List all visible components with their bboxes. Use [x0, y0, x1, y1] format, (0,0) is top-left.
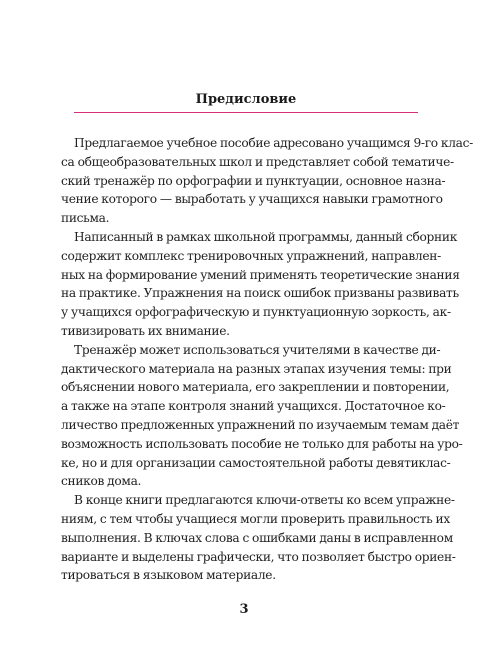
paragraph-1 [61, 134, 473, 228]
text-line: Написанный в рамках школьной программы, данный сборник [74, 229, 458, 244]
preface-body [61, 134, 473, 585]
paragraph-3 [61, 341, 463, 491]
page-number: 3 [239, 602, 249, 617]
text-line: объяснении нового материала, его закреплении и повторении, [61, 380, 450, 395]
text-line: дактического материала на разных этапах изучения темы: при [61, 361, 452, 376]
heading-underline [74, 112, 418, 113]
paragraph-4 [61, 491, 456, 585]
text-line: сников дома. [61, 474, 142, 489]
text-line: выполнения. В ключах слова с ошибками даны в исправленном [61, 530, 453, 545]
text-line: возможность использовать пособие не только для работы на уро- [61, 436, 463, 451]
text-line: на практике. Упражнения на поиск ошибок призваны развивать [61, 286, 459, 301]
text-line: ных на формирование умений применять теоретические знания [61, 267, 460, 282]
text-line: содержит комплекс тренировочных упражнений, направлен- [61, 248, 441, 263]
paragraph-2 [61, 228, 460, 341]
text-line: ке, но и для организации самостоятельной работы девятиклас- [61, 455, 451, 470]
text-line: Предлагаемое учебное пособие адресовано учащимся 9-го клас- [74, 136, 473, 150]
text-line: Тренажёр может использоваться учителями в качестве ди- [74, 342, 441, 357]
text-line: В конце книги предлагаются ключи-ответы ко всем упражне- [74, 493, 455, 508]
text-line: ниям, с тем чтобы учащиеся могли проверить правильность их [61, 511, 450, 526]
section-heading: Предисловие [195, 92, 297, 107]
text-line: а также на этапе контроля знаний учащихся. Достаточное ко- [61, 399, 446, 414]
text-line: чение которого — выработать у учащихся навыки грамотного [61, 192, 443, 207]
text-line: тироваться в языковом материале. [61, 568, 276, 583]
text-line: са общеобразовательных школ и представляет собой тематиче- [61, 154, 454, 169]
text-line: тивизировать их внимание. [61, 323, 230, 338]
text-line: у учащихся орфографическую и пунктуационную зоркость, ак- [61, 305, 451, 320]
text-line: письма. [61, 211, 110, 226]
text-line: личество предложенных упражнений по изучаемым темам даёт [61, 417, 460, 432]
text-line: ский тренажёр по орфографии и пунктуации, основное назна- [61, 173, 446, 188]
text-line: варианте и выделены графически, что позволяет быстро ориен- [61, 549, 456, 564]
